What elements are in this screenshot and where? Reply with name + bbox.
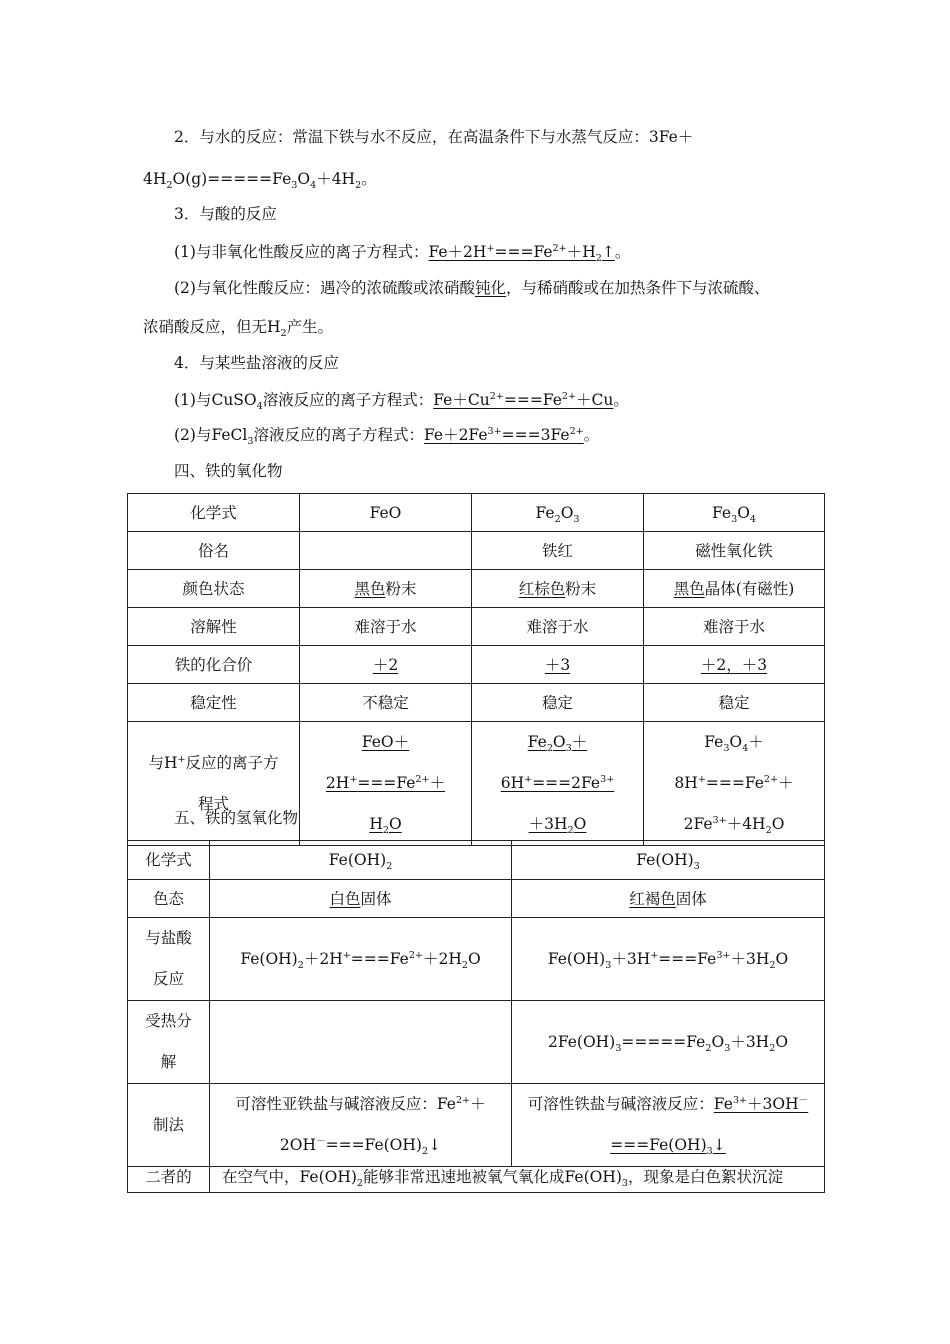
- iron-hydroxides-table: [127, 840, 825, 1193]
- table-row: [128, 532, 825, 570]
- non-oxidizing-acid-line: (1)与非氧化性酸反应的离子方程式：$Fe+2H^+===Fe^{2+}+H_2↑$。: [174, 242, 631, 265]
- row-label: 与H+反应的离子方 程式: [128, 722, 300, 846]
- table-cell: 红褐色固体: [512, 880, 825, 918]
- answer-underline: $Fe+Cu^{2+}===Fe^{2+}+Cu$: [433, 390, 614, 409]
- header-cell: $Fe_2O_3$: [472, 494, 644, 532]
- row-label: 二者的: [128, 1167, 210, 1193]
- row-label: 色态: [128, 880, 210, 918]
- table-row: [128, 880, 825, 918]
- oxidizing-acid-line-cont: 浓硝酸反应，但无$H_2$产生。: [143, 318, 334, 340]
- acid-reaction-title: 3．与酸的反应: [174, 205, 277, 223]
- table-cell: $Fe_3O_4+8H^+===Fe^{2+}+$ $2Fe^{3+}+4H_2O$: [644, 722, 825, 846]
- oxides-heading: 四、铁的氧化物: [174, 462, 283, 480]
- table-cell: 不稳定: [300, 684, 472, 722]
- table-cell: 铁红: [472, 532, 644, 570]
- header-cell: 化学式: [128, 494, 300, 532]
- table-cell: 黑色粉末: [300, 570, 472, 608]
- table-row: [128, 841, 825, 880]
- header-cell: 化学式: [128, 841, 210, 880]
- header-cell: $Fe(OH)_3$: [512, 841, 825, 880]
- iron-oxides-table: [127, 493, 825, 846]
- row-label: 受热分 解: [128, 1001, 210, 1084]
- table-cell: [300, 532, 472, 570]
- table-cell: ＋2: [300, 646, 472, 684]
- table-cell: ＋2，＋3: [644, 646, 825, 684]
- table-row: [128, 608, 825, 646]
- table-row: [128, 646, 825, 684]
- row-label: 与盐酸 反应: [128, 918, 210, 1001]
- answer-underline: 钝化: [474, 279, 506, 297]
- table-cell: $Fe(OH)_3+3H^+===Fe^{3+}+3H_2O$: [512, 918, 825, 1001]
- row-label: 溶解性: [128, 608, 300, 646]
- table-cell: 难溶于水: [644, 608, 825, 646]
- table-row: [128, 918, 825, 1001]
- table-cell: $Fe_2O_3+6H^+===2Fe^{3+}$ $+3H_2O$: [472, 722, 644, 846]
- table-cell: $2Fe(OH)_3=====Fe_2O_3+3H_2O$: [512, 1001, 825, 1084]
- answer-underline: $Fe+2H^+===Fe^{2+}+H_2↑$: [428, 242, 615, 265]
- table-row: [128, 684, 825, 722]
- table-row: [128, 570, 825, 608]
- row-label: 颜色状态: [128, 570, 300, 608]
- row-label: 俗名: [128, 532, 300, 570]
- fecl3-reaction-line: (2)与FeCl$_3$溶液反应的离子方程式：$Fe+2Fe^{3+}===3Fe^{2+}$。: [174, 425, 600, 448]
- header-cell: $Fe_3O_4$: [644, 494, 825, 532]
- row-label: 制法: [128, 1084, 210, 1167]
- header-cell: FeO: [300, 494, 472, 532]
- water-reaction-line: 2．与水的反应：常温下铁与水不反应，在高温条件下与水蒸气反应：3Fe＋: [174, 128, 694, 146]
- oxidizing-acid-line: (2)与氧化性酸反应：遇冷的浓硫酸或浓硝酸钝化，与稀硝酸或在加热条件下与浓硫酸、: [174, 279, 770, 297]
- table-cell: ＋3: [472, 646, 644, 684]
- table-row: [128, 1084, 825, 1167]
- table-cell: 难溶于水: [472, 608, 644, 646]
- table-cell: 难溶于水: [300, 608, 472, 646]
- table-row: [128, 1167, 825, 1193]
- table-cell: 可溶性铁盐与碱溶液反应：$Fe^{3+}+3OH^-$ $===Fe(OH)_3↓$: [512, 1084, 825, 1167]
- water-reaction-equation: $4H_2O(g)=====Fe_3O_4+4H_2$。: [143, 170, 377, 192]
- answer-underline: $Fe+2Fe^{3+}===3Fe^{2+}$: [423, 425, 584, 444]
- table-cell: 磁性氧化铁: [644, 532, 825, 570]
- cuso4-reaction-line: (1)与CuSO$_4$溶液反应的离子方程式：$Fe+Cu^{2+}===Fe^{2+}+Cu$。: [174, 390, 629, 413]
- table-row: [128, 494, 825, 532]
- table-cell: $Fe(OH)_2+2H^+===Fe^{2+}+2H_2O$: [210, 918, 512, 1001]
- table-cell: 红棕色粉末: [472, 570, 644, 608]
- header-cell: $Fe(OH)_2$: [210, 841, 512, 880]
- table-cell: 在空气中，$Fe(OH)_2$能够非常迅速地被氧气氧化成$Fe(OH)_3$，现象是白色絮状沉淀: [210, 1167, 825, 1193]
- table-cell: 稳定: [472, 684, 644, 722]
- row-label: 铁的化合价: [128, 646, 300, 684]
- table-cell: 稳定: [644, 684, 825, 722]
- salt-reaction-title: 4．与某些盐溶液的反应: [174, 354, 339, 372]
- row-label: 稳定性: [128, 684, 300, 722]
- table-cell: 黑色晶体(有磁性): [644, 570, 825, 608]
- table-cell: [210, 1001, 512, 1084]
- table-row: [128, 1001, 825, 1084]
- hydroxides-heading: 五、铁的氢氧化物: [174, 809, 299, 827]
- table-cell: $FeO+2H^+===Fe^{2+}+$ $H_2O$: [300, 722, 472, 846]
- table-cell: 可溶性亚铁盐与碱溶液反应：$Fe^{2+}+$ $2OH^-===Fe(OH)_2↓$: [210, 1084, 512, 1167]
- table-cell: 白色固体: [210, 880, 512, 918]
